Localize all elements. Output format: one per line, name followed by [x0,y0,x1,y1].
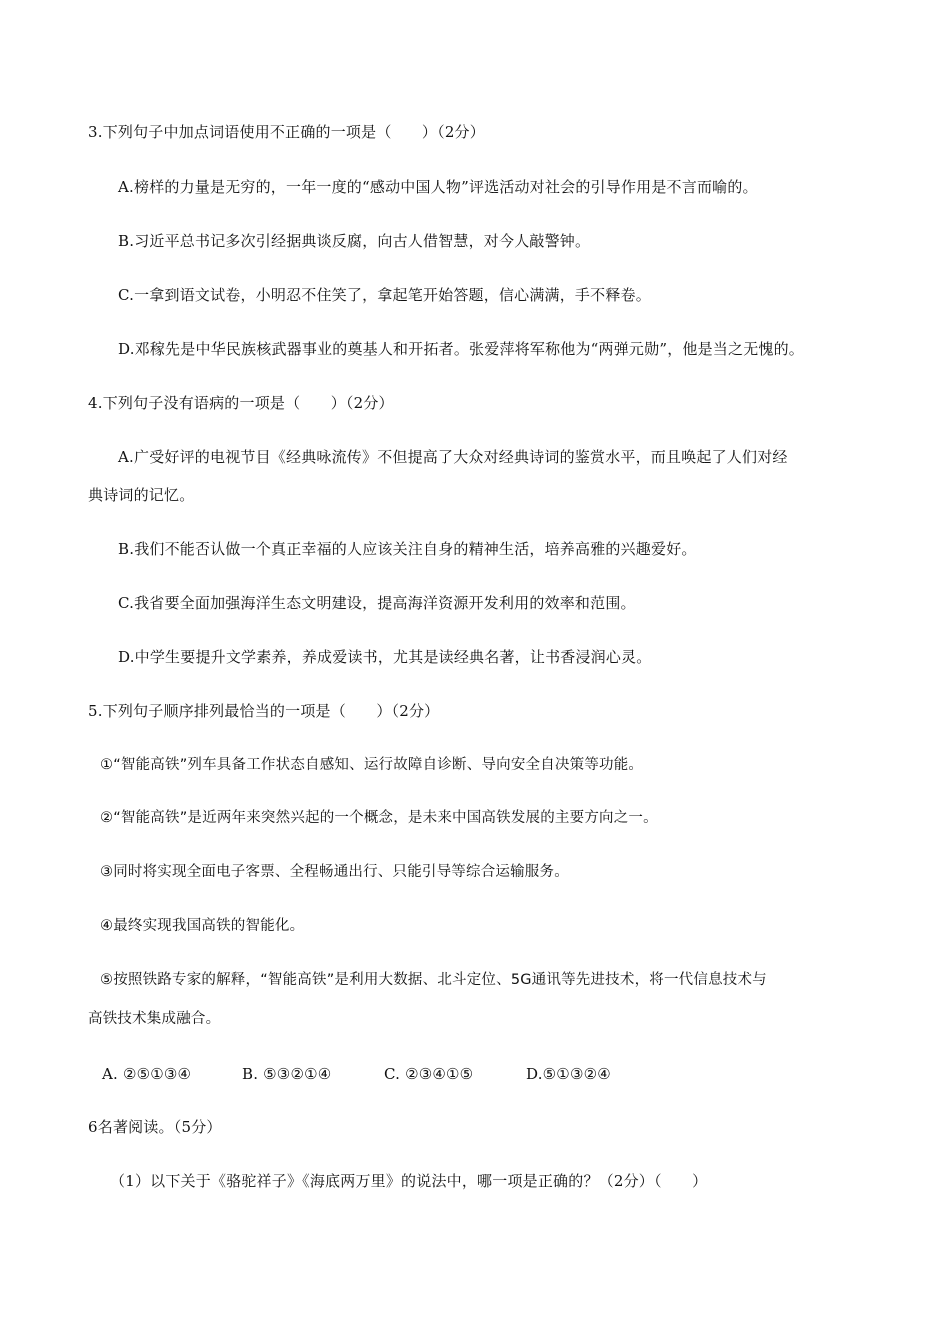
q3-stem: 3.下列句子中加点词语使用不正确的一项是（ ）（2分） [88,123,485,141]
q5-sentence-3: ③同时将实现全面电子客票、全程畅通出行、只能引导等综合运输服务。 [100,864,569,880]
q5-answer-choices [102,1064,611,1084]
q5-sentence-5: ⑤按照铁路专家的解释，“智能高铁”是利用大数据、北斗定位、5G通讯等先进技术，将一代信息技术与 [100,972,767,988]
q5-choice-b: B. ⑤③②①④ [242,1065,332,1083]
q3-option-d: D.邓稼先是中华民族核武器事业的奠基人和开拓者。张爱萍将军称他为“两弹元勋”，他是当之无愧的。 [118,340,805,358]
q6-stem: 6名著阅读。（5分） [88,1118,222,1136]
q5-sentence-1: ①“智能高铁”列车具备工作状态自感知、运行故障自诊断、导向安全自决策等功能。 [100,757,644,773]
q5-sentence-5-continued: 高铁技术集成融合。 [88,1011,221,1027]
q5-sentence-2: ②“智能高铁”是近两年来突然兴起的一个概念，是未来中国高铁发展的主要方向之一。 [100,810,658,826]
q5-choice-d: D.⑤①③②④ [526,1065,611,1083]
q5-sentence-4: ④最终实现我国高铁的智能化。 [100,918,305,934]
q3-option-a: A.榜样的力量是无穷的，一年一度的“感动中国人物”评选活动对社会的引导作用是不言而喻的。 [118,178,758,196]
q3-option-b: B.习近平总书记多次引经据典谈反腐，向古人借智慧，对今人敲警钟。 [118,232,591,250]
q6-sub-question-1: （1）以下关于《骆驼祥子》《海底两万里》的说法中，哪一项是正确的？（2分）（ ） [110,1172,708,1190]
q4-option-a: A.广受好评的电视节目《经典咏流传》不但提高了大众对经典诗词的鉴赏水平，而且唤起了人们对经 [118,448,788,466]
q4-option-b: B.我们不能否认做一个真正幸福的人应该关注自身的精神生活，培养高雅的兴趣爱好。 [118,540,697,558]
q5-stem: 5.下列句子顺序排列最恰当的一项是（ ）（2分） [88,702,440,720]
q4-option-a-continued: 典诗词的记忆。 [88,486,195,504]
q5-choice-a: A. ②⑤①③④ [102,1065,192,1083]
q3-option-c: C.一拿到语文试卷，小明忍不住笑了，拿起笔开始答题，信心满满，手不释卷。 [118,286,651,304]
q4-option-c: C.我省要全面加强海洋生态文明建设，提高海洋资源开发利用的效率和范围。 [118,594,636,612]
q5-choice-c: C. ②③④①⑤ [384,1065,474,1083]
q4-stem: 4.下列句子没有语病的一项是（ ）（2分） [88,394,394,412]
q4-option-d: D.中学生要提升文学素养，养成爱读书，尤其是读经典名著，让书香浸润心灵。 [118,648,652,666]
